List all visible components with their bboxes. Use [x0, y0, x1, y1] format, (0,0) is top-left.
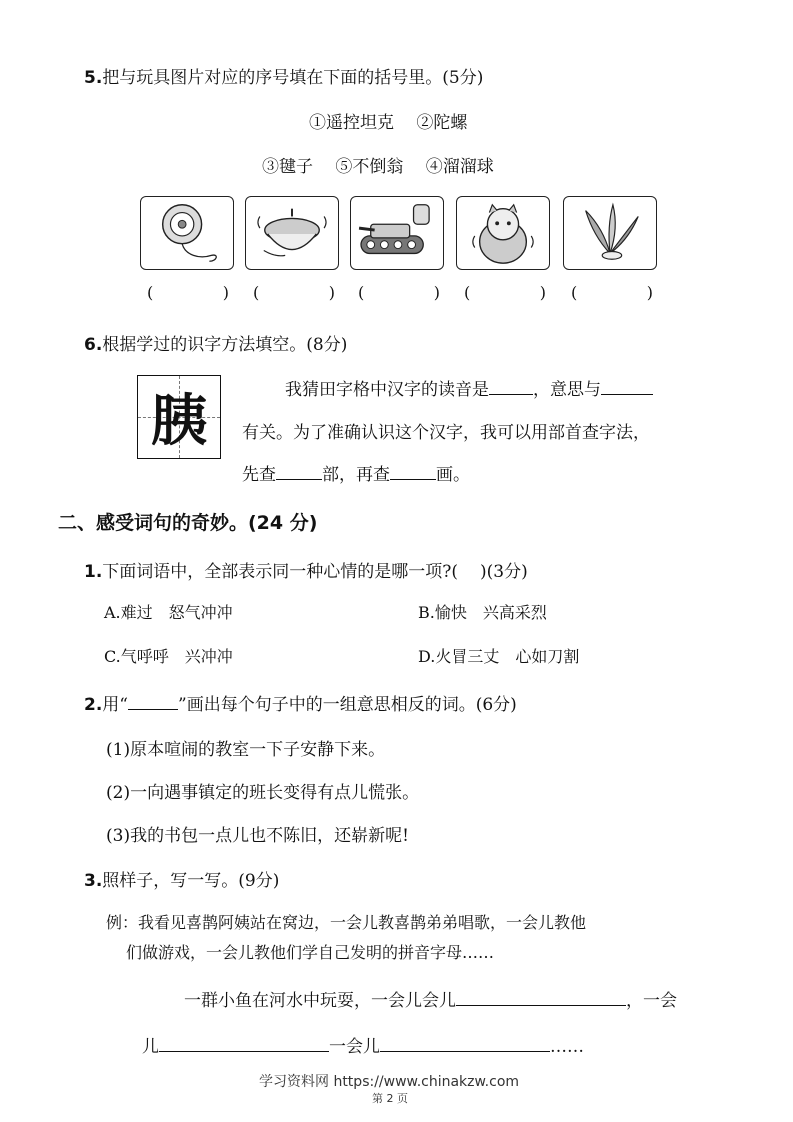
- practice-blank-3[interactable]: [380, 1034, 550, 1052]
- watermark-url: 学习资料网 https://www.chinakzw.com: [259, 1074, 520, 1090]
- option-b[interactable]: B.愉快 兴高采烈: [418, 603, 547, 622]
- practice-blank-1[interactable]: [456, 988, 626, 1006]
- toy-options-row-1: ①遥控坦克 ②陀螺: [309, 113, 468, 133]
- practice-line-2: 儿 一会儿 ……: [142, 1032, 584, 1057]
- toy-image-yoyo: [140, 196, 234, 270]
- question-number: 5.: [84, 68, 103, 88]
- page-number: 第 2 页: [372, 1092, 408, 1105]
- yoyo-icon: [141, 197, 233, 269]
- answer-paren-5[interactable]: ( ): [571, 283, 653, 302]
- toy-image-spinning-top: [245, 196, 339, 270]
- sentence-3: (3)我的书包一点儿也不陈旧，还崭新呢!: [106, 826, 409, 846]
- answer-paren-3[interactable]: ( ): [358, 283, 440, 302]
- option-a[interactable]: A.难过 怒气冲冲: [104, 603, 233, 622]
- option-c[interactable]: C.气呼呼 兴冲冲: [104, 647, 233, 666]
- q6-line-1: 我猜田字格中汉字的读音是 ，意思与: [285, 375, 653, 400]
- tianzige-grid: [137, 375, 221, 459]
- stroke-count-blank[interactable]: [390, 462, 436, 480]
- toy-options-row-2: ③毽子 ⑤不倒翁 ④溜溜球: [262, 157, 494, 177]
- meaning-blank[interactable]: [601, 377, 653, 395]
- q6-line-2: 有关。为了准确认识这个汉字，我可以用部首查字法，: [242, 423, 650, 443]
- question-text: 根据学过的识字方法填空。(8分): [102, 335, 348, 355]
- option-d[interactable]: D.火冒三丈 心如刀割: [418, 647, 580, 666]
- answer-paren-1[interactable]: ( ): [147, 283, 229, 302]
- example-line-2: 们做游戏，一会儿教他们学自己发明的拼音字母……: [126, 943, 495, 962]
- practice-blank-2[interactable]: [159, 1034, 329, 1052]
- question-5: [84, 63, 483, 88]
- question-number: 1.: [84, 562, 103, 582]
- rc-tank-icon: [351, 197, 443, 269]
- radical-blank[interactable]: [276, 462, 322, 480]
- q6-line-3: 先查 部，再查 画。: [242, 460, 470, 485]
- tianzige-character: 胰: [151, 388, 207, 454]
- underline-sample: [128, 692, 178, 710]
- answer-paren-2[interactable]: ( ): [253, 283, 335, 302]
- toy-image-tumbler: [456, 196, 550, 270]
- tumbler-doll-icon: [457, 197, 549, 269]
- answer-paren-4[interactable]: ( ): [464, 283, 546, 302]
- shuttlecock-icon: [564, 197, 656, 269]
- s2-question-3: 3.照样子，写一写。(9分): [84, 871, 280, 891]
- practice-line-1: 一群小鱼在河水中玩耍，一会儿会儿 ，一会: [184, 986, 677, 1011]
- s2-question-1: 1.下面词语中，全部表示同一种心情的是哪一项?( )(3分): [84, 562, 528, 582]
- example-line-1: 例：我看见喜鹊阿姨站在窝边，一会儿教喜鹊弟弟唱歌，一会儿教他: [106, 913, 587, 932]
- section-2-title: 二、感受词句的奇妙。(24 分): [58, 512, 318, 534]
- pronunciation-blank[interactable]: [489, 377, 533, 395]
- question-text: 把与玩具图片对应的序号填在下面的括号里。(5分): [102, 68, 484, 88]
- toy-image-rc-tank: [350, 196, 444, 270]
- question-6: [84, 330, 347, 355]
- question-number: 6.: [84, 335, 103, 355]
- toy-image-shuttlecock: [563, 196, 657, 270]
- question-number: 2.: [84, 695, 103, 715]
- sentence-2: (2)一向遇事镇定的班长变得有点儿慌张。: [106, 783, 420, 803]
- spinning-top-icon: [246, 197, 338, 269]
- question-number: 3.: [84, 871, 103, 891]
- sentence-1: (1)原本喧闹的教室一下子安静下来。: [106, 740, 386, 760]
- s2-question-2: 2.用“ ”画出每个句子中的一组意思相反的词。(6分): [84, 690, 517, 715]
